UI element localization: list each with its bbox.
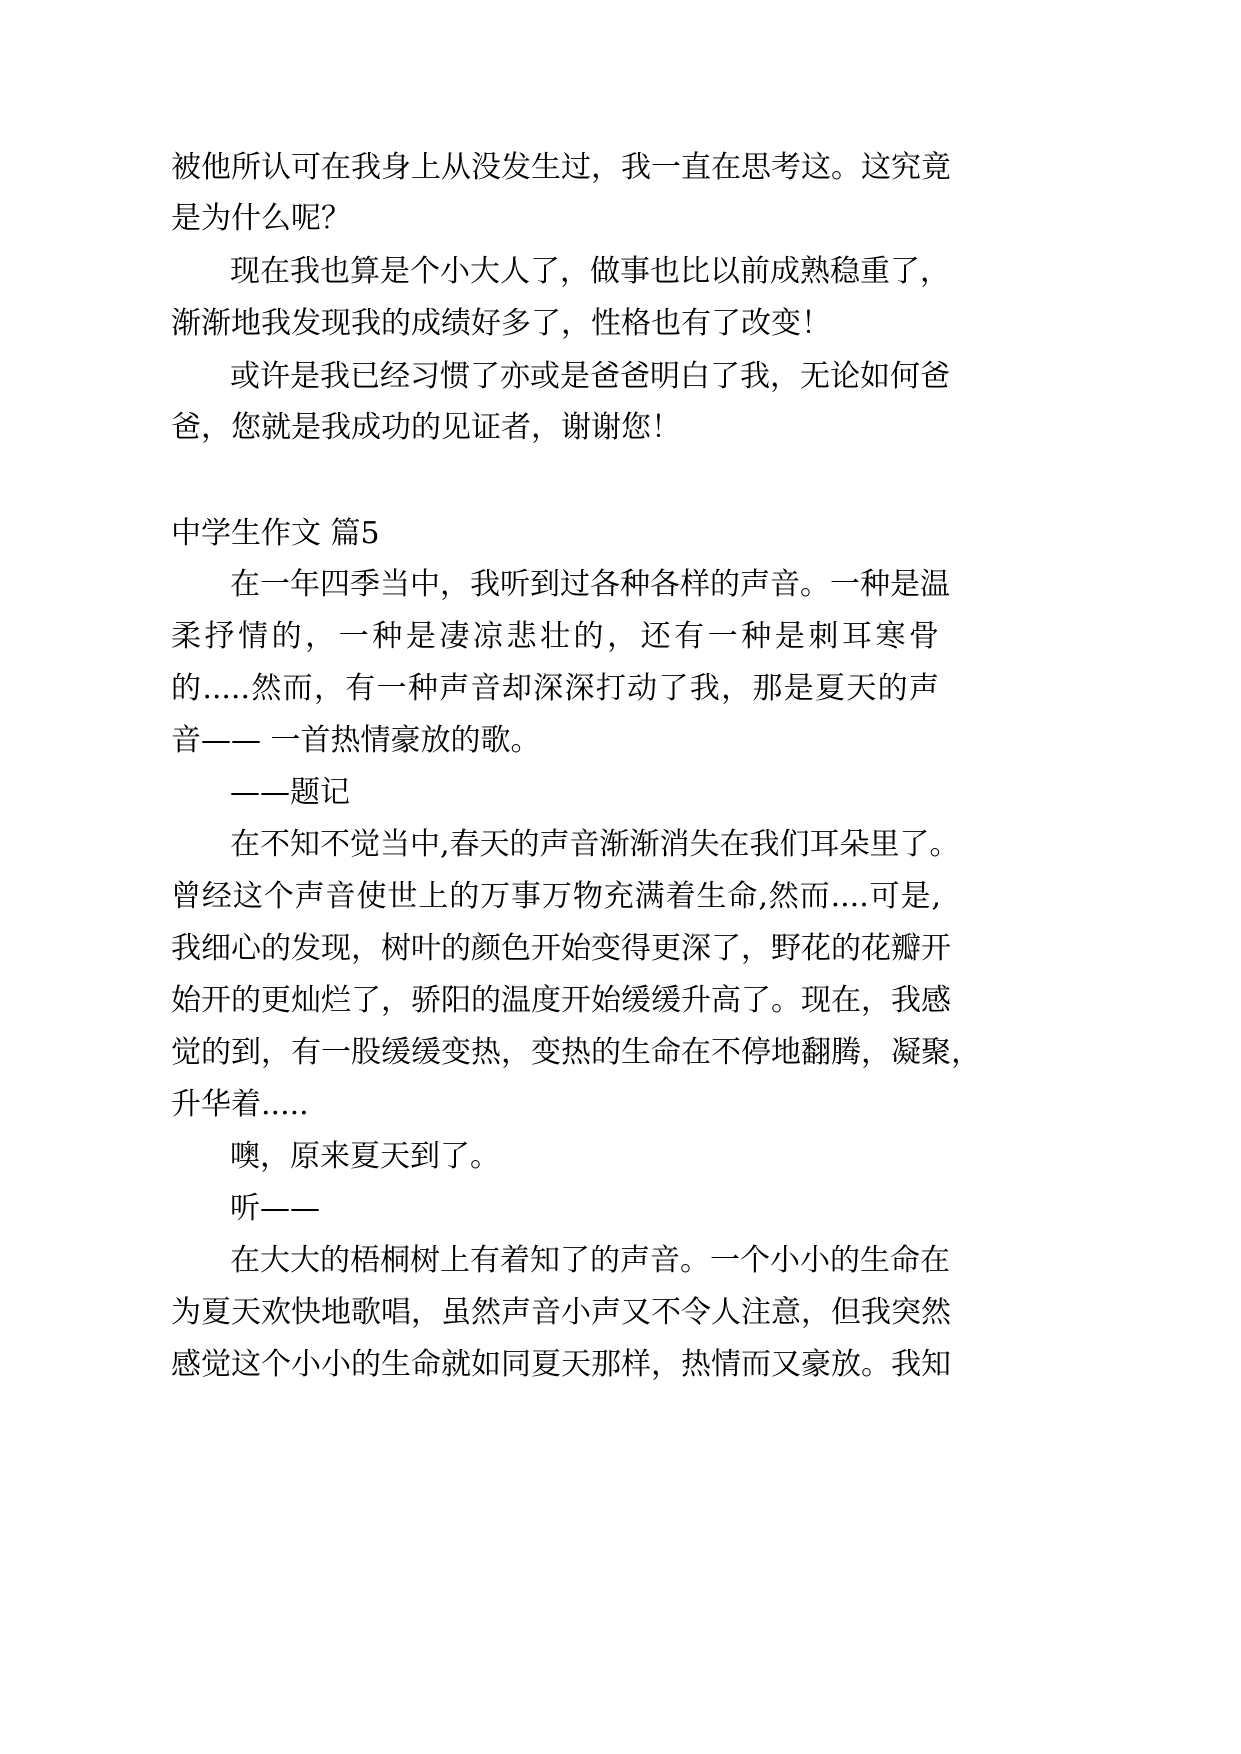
- text-line: 觉的到，有一股缓缓变热，变热的生命在不停地翻腾，凝聚，: [171, 1035, 981, 1070]
- text-line: 听——: [230, 1191, 320, 1226]
- text-line: 始开的更灿烂了，骄阳的温度开始缓缓升高了。现在，我感: [171, 983, 951, 1018]
- text-line: 被他所认可在我身上从没发生过，我一直在思考这。这究竟: [171, 150, 951, 185]
- text-line: 的.....然而，有一种声音却深深打动了我，那是夏天的声: [171, 671, 939, 706]
- section-title: 中学生作文 篇5: [171, 516, 380, 551]
- text-line: 在一年四季当中，我听到过各种各样的声音。一种是温: [230, 567, 950, 602]
- text-line: 是为什么呢？: [171, 201, 351, 236]
- text-line: 我细心的发现，树叶的颜色开始变得更深了，野花的花瓣开: [171, 931, 951, 966]
- text-line: 柔抒情的，一种是凄凉悲壮的，还有一种是刺耳寒骨: [171, 619, 939, 654]
- text-line: 音—— 一首热情豪放的歌。: [171, 723, 541, 758]
- text-line: 噢，原来夏天到了。: [230, 1139, 500, 1174]
- text-line: 升华着.....: [171, 1087, 309, 1122]
- text-line: 感觉这个小小的生命就如同夏天那样，热情而又豪放。我知: [171, 1347, 951, 1382]
- text-line: 为夏天欢快地歌唱，虽然声音小声又不令人注意，但我突然: [171, 1295, 951, 1330]
- text-line: 现在我也算是个小大人了，做事也比以前成熟稳重了，: [230, 254, 950, 289]
- text-line: 在大大的梧桐树上有着知了的声音。一个小小的生命在: [230, 1243, 950, 1278]
- text-line: ——题记: [230, 775, 350, 810]
- text-line: 或许是我已经习惯了亦或是爸爸明白了我，无论如何爸: [230, 359, 950, 394]
- text-line: 曾经这个声音使世上的万事万物充满着生命,然而....可是,: [171, 879, 941, 914]
- text-line: 在不知不觉当中,春天的声音渐渐消失在我们耳朵里了。: [230, 827, 960, 862]
- text-line: 爸，您就是我成功的见证者，谢谢您！: [171, 410, 681, 445]
- text-line: 渐渐地我发现我的成绩好多了，性格也有了改变！: [171, 306, 831, 341]
